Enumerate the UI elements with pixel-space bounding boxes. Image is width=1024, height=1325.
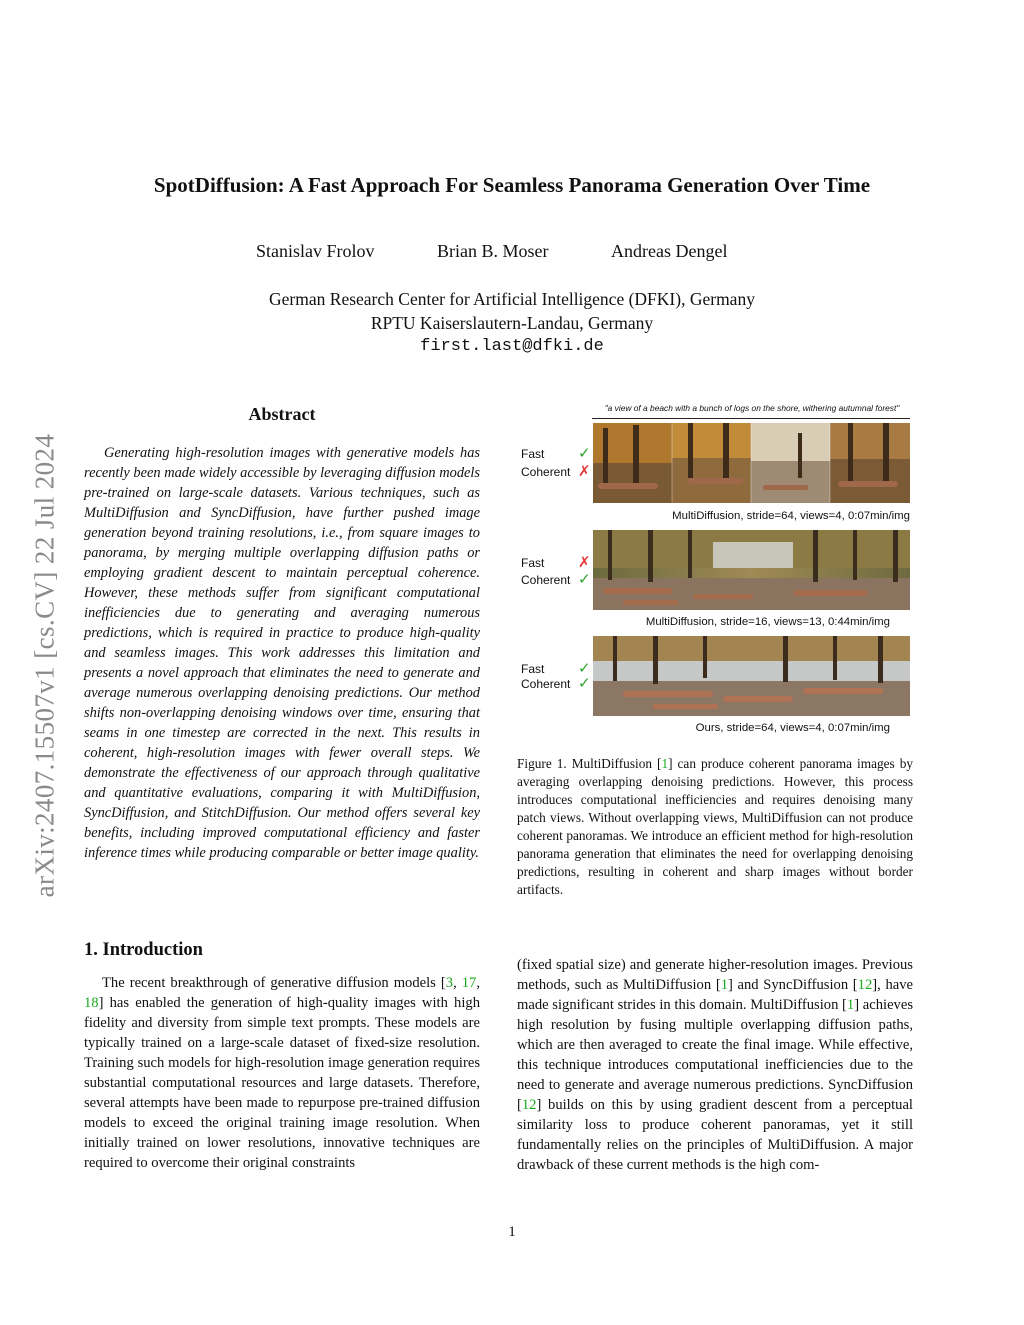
author-name: Brian B. Moser	[437, 241, 549, 261]
author-email: first.last@dfki.de	[420, 337, 604, 356]
figure-subtitle: MultiDiffusion, stride=64, views=4, 0:07min/img	[672, 510, 910, 522]
citation-link[interactable]: 1	[846, 997, 855, 1013]
label-coherent: Coherent	[521, 465, 571, 479]
citation-link[interactable]: 12	[857, 977, 873, 993]
figure-subtitle: MultiDiffusion, stride=16, views=13, 0:44min/img	[645, 616, 890, 628]
affiliation: RPTU Kaiserslautern-Landau, Germany	[370, 313, 654, 333]
citation-link[interactable]: 12	[521, 1097, 537, 1113]
arxiv-identifier: arXiv:2407.15507v1 [cs.CV] 22 Jul 2024	[29, 433, 60, 898]
check-icon: ✓	[578, 659, 591, 677]
intro-paragraph-left: The recent breakthrough of generative diffusion models [3, 17, 18] has enabled the generation of high-quality images with high fidelity and diversity from simple text prompts. These models are typically trained on a large-scale dataset of fixed-size resolution. Training such models for high-resolution image generation requires substantial computational resources and large datasets. Therefore, several attempts have been made to repurpose pre-trained diffusion models to exceed the original training image resolution. When initially trained on lower resolutions, innovative techniques are required to overcome their original constraints	[84, 975, 480, 1171]
check-icon: ✓	[578, 570, 591, 588]
figure-subtitle: Ours, stride=64, views=4, 0:07min/img	[695, 722, 890, 734]
figure-prompt: "a view of a beach with a bunch of logs on the shore, withering autumnal forest"	[604, 403, 900, 413]
check-icon: ✓	[578, 444, 591, 462]
panorama-image-multidiffusion-stride64	[593, 423, 910, 503]
citation-link[interactable]: 18	[84, 995, 99, 1011]
abstract-heading: Abstract	[248, 404, 316, 424]
author-name: Stanislav Frolov	[256, 241, 375, 261]
label-coherent: Coherent	[521, 573, 571, 587]
paper-title: SpotDiffusion: A Fast Approach For Seamless Panorama Generation Over Time	[153, 173, 871, 197]
cross-icon: ✗	[578, 553, 591, 571]
label-fast: Fast	[521, 447, 545, 461]
label-coherent: Coherent	[521, 677, 571, 691]
label-fast: Fast	[521, 556, 545, 570]
intro-paragraph-right: (fixed spatial size) and generate higher-resolution images. Previous methods, such as MultiDiffusion [1] and SyncDiffusion [12], have made significant strides in this domain. MultiDiffusion [1] achieves high resolution by fusing multiple overlapping diffusion paths, which are then averaged to create the final image. While effective, this technique introduces computational inefficiencies due to the need to generate and average numerous predictions. SyncDiffusion [12] builds on this by using gradient descent from a perceptual similarity loss to produce coherent panoramas, yet it still fundamentally relies on the principles of MultiDiffusion. A major drawback of these current methods is the high com-	[517, 957, 913, 1173]
panorama-image-multidiffusion-stride16	[593, 530, 910, 610]
citation-link[interactable]: 17	[461, 975, 477, 991]
figure-divider	[592, 418, 910, 419]
panorama-image-ours	[593, 636, 910, 716]
cross-icon: ✗	[578, 462, 591, 480]
label-fast: Fast	[521, 662, 545, 676]
affiliation: German Research Center for Artificial Intelligence (DFKI), Germany	[269, 289, 755, 309]
abstract-text: Generating high-resolution images with generative models has recently been made widely accessible by leveraging diffusion models pre-trained on large-scale datasets. Various techniques, such as MultiDiffusion and SyncDiffusion, have further pushed image generation beyond training resolutions, i.e., from square images to panorama, by merging multiple overlapping diffusion paths or employing gradient descent to maintain perceptual coherence. However, these methods suffer from significant computational inefficiencies due to generating and averaging numerous predictions, which is required in practice to produce high-quality and seamless images. This work addresses this limitation and presents a novel approach that eliminates the need to generate and average numerous overlapping denoising predictions. Our method shifts non-overlapping denoising windows over time, ensuring that seams in one timestep are corrected in the next. This results in coherent, high-resolution images with fewer overall steps. We demonstrate the effectiveness of our approach through qualitative and quantitative evaluations, comparing it with MultiDiffusion, SyncDiffusion, and StitchDiffusion. Our method offers several key benefits, including improved computational efficiency and faster inference times while producing comparable or better image quality.	[84, 445, 480, 861]
citation-link[interactable]: 3	[445, 975, 454, 991]
check-icon: ✓	[578, 674, 591, 692]
citation-link[interactable]: 1	[720, 977, 728, 993]
citation-link[interactable]: 1	[661, 756, 669, 771]
page-number: 1	[508, 1224, 516, 1240]
figure-caption: Figure 1. MultiDiffusion [1] can produce coherent panorama images by averaging overlapping denoising predictions. However, this process introduces computational inefficiencies and requires denoising many patch views. Without overlapping views, MultiDiffusion can not produce coherent panoramas. We introduce an efficient method for high-resolution panorama generation that eliminates the need for overlapping denoising predictions, resulting in coherent and sharp images without border artifacts.	[517, 756, 914, 897]
author-name: Andreas Dengel	[611, 241, 728, 261]
section-heading-introduction: 1. Introduction	[84, 940, 203, 960]
